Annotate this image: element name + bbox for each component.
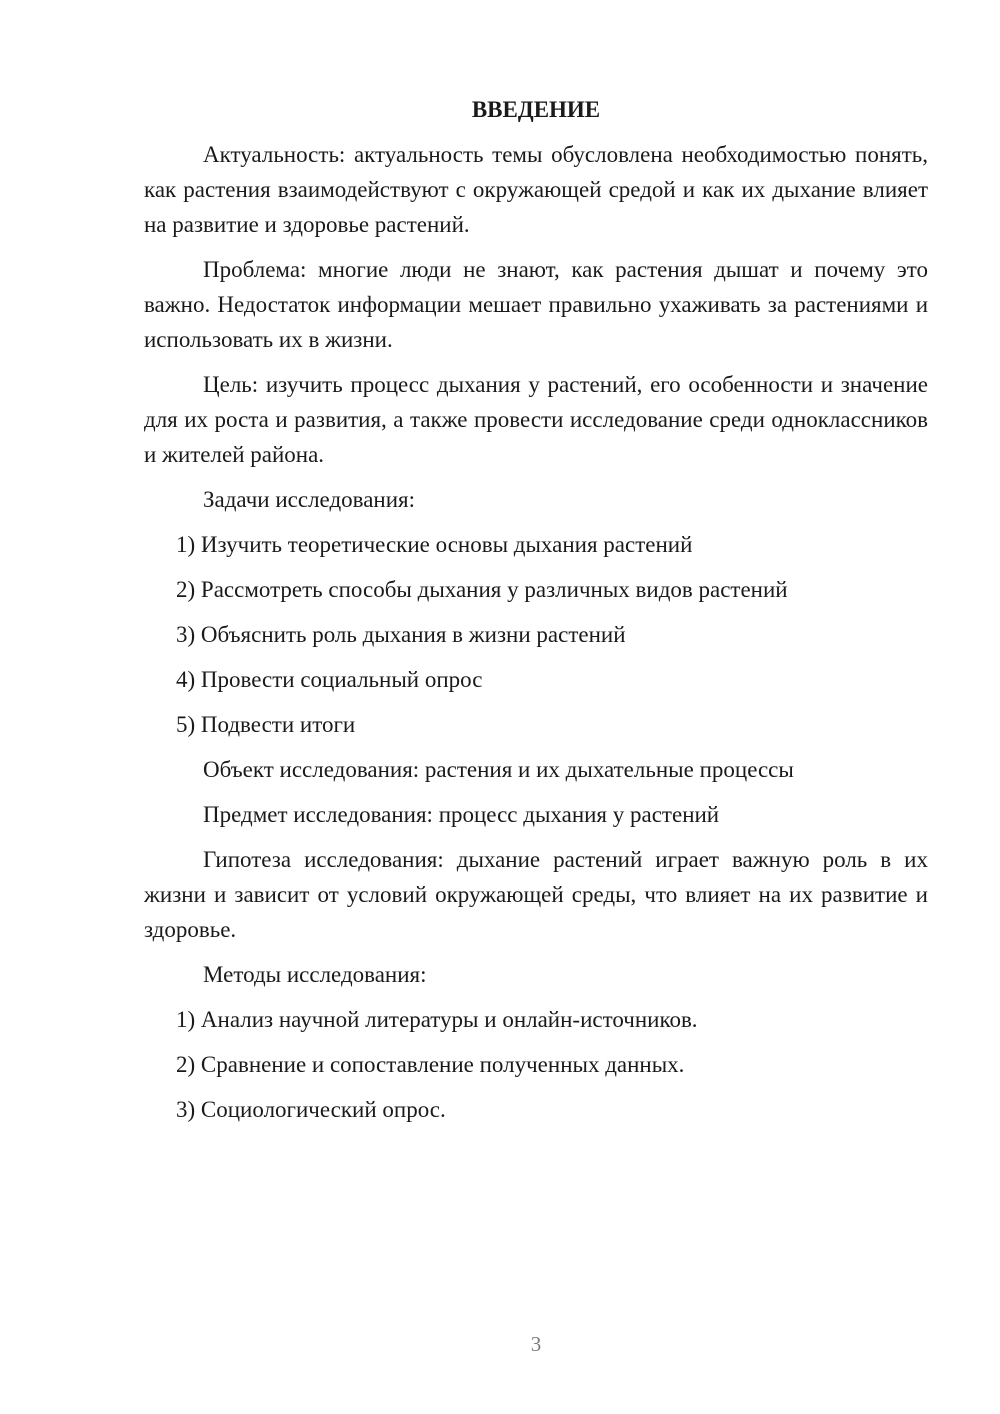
goal-paragraph: Цель: изучить процесс дыхания у растений, его особенности и значение для их роста и развития, а также провести исследование среди одноклассников и жителей района.	[144, 372, 928, 467]
hypothesis-paragraph: Гипотеза исследования: дыхание растений играет важную роль в их жизни и зависит от условий окружающей среды, что влияет на их развитие и здоровье.	[144, 847, 928, 942]
methods-list	[144, 1002, 928, 1127]
document-body	[144, 92, 928, 1137]
list-item: 2) Сравнение и сопоставление полученных данных.	[176, 1052, 685, 1077]
object-line: Объект исследования: растения и их дыхательные процессы	[203, 757, 794, 782]
list-item: 3) Объяснить роль дыхания в жизни растений	[176, 622, 626, 647]
list-item: 1) Изучить теоретические основы дыхания растений	[176, 532, 693, 557]
actuality-paragraph: Актуальность: актуальность темы обусловлена необходимостью понять, как растения взаимодействуют с окружающей средой и как их дыхание влияет на развитие и здоровье растений.	[144, 142, 928, 237]
tasks-list	[144, 527, 928, 742]
subject-line: Предмет исследования: процесс дыхания у растений	[203, 802, 720, 827]
list-item: 3) Социологический опрос.	[176, 1097, 446, 1122]
list-item: 5) Подвести итоги	[176, 712, 356, 737]
list-item: 4) Провести социальный опрос	[176, 667, 483, 692]
list-item: 1) Анализ научной литературы и онлайн-источников.	[176, 1007, 698, 1032]
page-number: 3	[530, 1332, 542, 1356]
section-heading: ВВЕДЕНИЕ	[471, 97, 601, 122]
methods-title: Методы исследования:	[203, 962, 427, 987]
problem-paragraph: Проблема: многие люди не знают, как растения дышат и почему это важно. Недостаток информации мешает правильно ухаживать за растениями и использовать их в жизни.	[144, 257, 928, 352]
tasks-title: Задачи исследования:	[203, 487, 416, 512]
list-item: 2) Рассмотреть способы дыхания у различных видов растений	[176, 577, 788, 602]
